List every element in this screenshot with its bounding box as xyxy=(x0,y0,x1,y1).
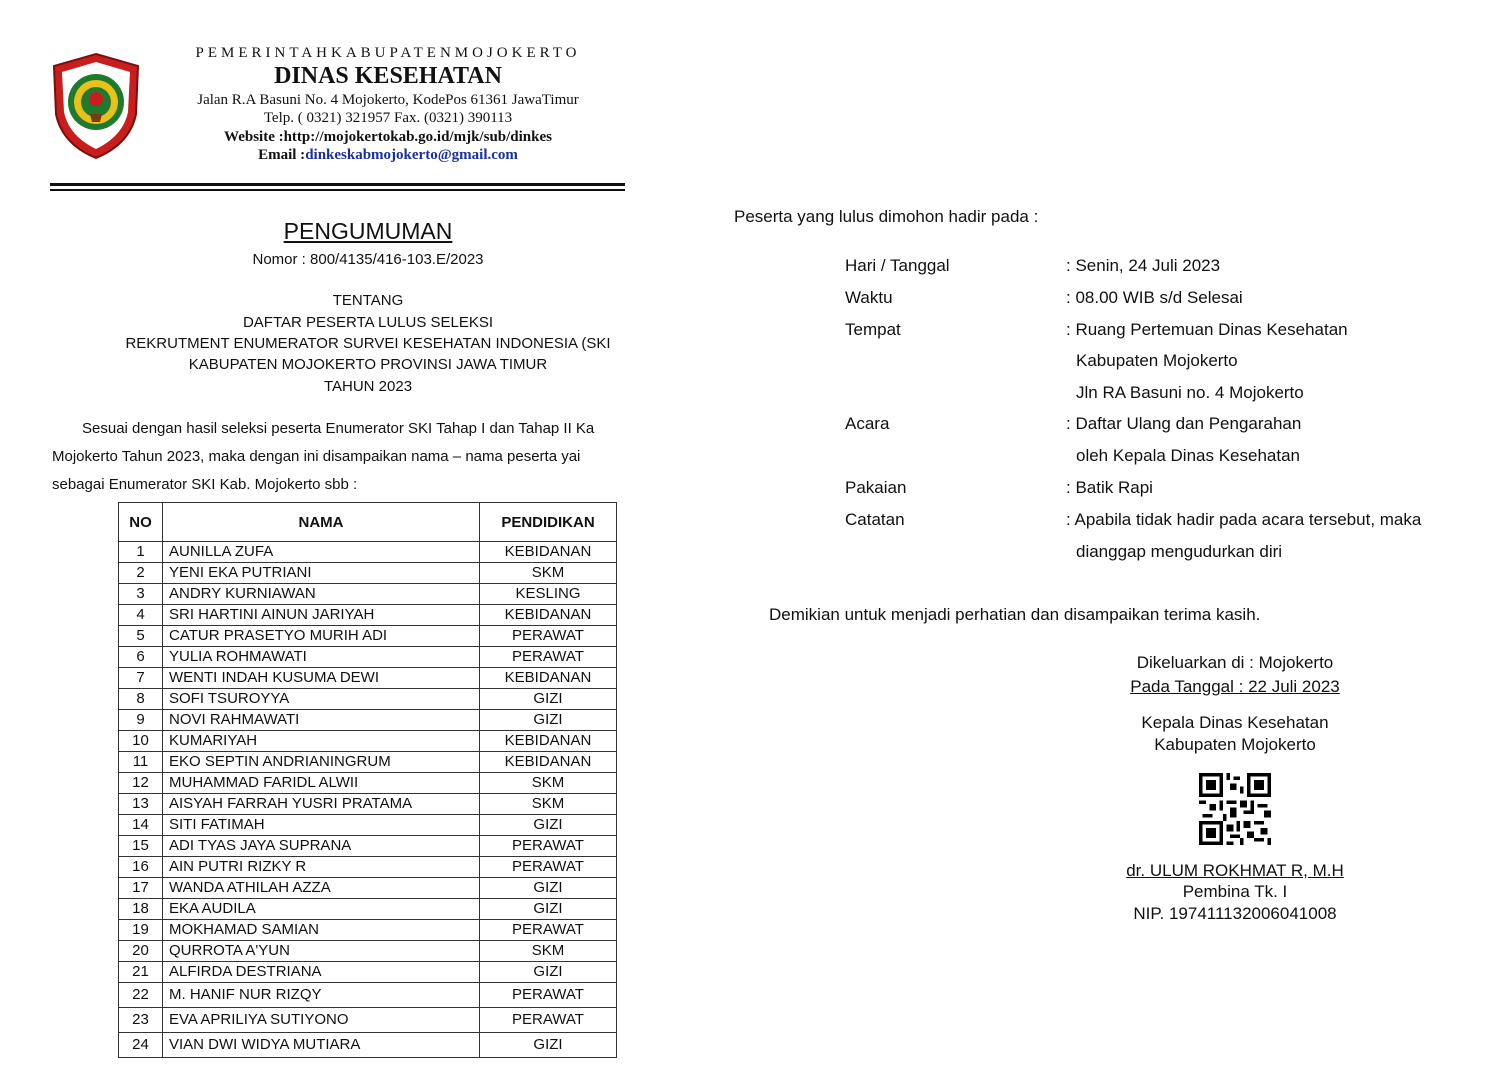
cell-no: 21 xyxy=(119,962,163,983)
table-row xyxy=(119,605,617,626)
cell-nama: SITI FATIMAH xyxy=(163,815,480,836)
waktu-label: Waktu xyxy=(845,288,893,307)
cell-nama: ANDRY KURNIAWAN xyxy=(163,584,480,605)
table-row xyxy=(119,584,617,605)
cell-nama: KUMARIYAH xyxy=(163,731,480,752)
signatory-name: dr. ULUM ROKHMAT R, M.H xyxy=(1126,861,1344,880)
catatan-label: Catatan xyxy=(845,510,905,529)
cell-nama: ADI TYAS JAYA SUPRANA xyxy=(163,836,480,857)
cell-pendidikan: SKM xyxy=(480,563,617,584)
cell-no: 14 xyxy=(119,815,163,836)
tempat-value-cont: Kabupaten Mojokerto xyxy=(1076,351,1238,370)
letterhead-phone: Telp. ( 0321) 321957 Fax. (0321) 390113 xyxy=(263,110,513,126)
cell-no: 11 xyxy=(119,752,163,773)
letterhead-email-line xyxy=(160,147,616,164)
header-pendidikan: PENDIDIKAN xyxy=(480,503,617,542)
cell-nama: MUHAMMAD FARIDL ALWII xyxy=(163,773,480,794)
cell-no: 24 xyxy=(119,1033,163,1058)
cell-pendidikan: PERAWAT xyxy=(480,920,617,941)
cell-no: 16 xyxy=(119,857,163,878)
hari-label: Hari / Tanggal xyxy=(845,256,950,275)
catatan-value: : Apabila tidak hadir pada acara tersebut, maka xyxy=(1066,510,1422,529)
cell-pendidikan: GIZI xyxy=(480,878,617,899)
header-nama: NAMA xyxy=(163,503,480,542)
cell-no: 12 xyxy=(119,773,163,794)
table-row xyxy=(119,962,617,983)
announcement-subject-line: DAFTAR PESERTA LULUS SELEKSI xyxy=(242,314,494,331)
cell-pendidikan: KEBIDANAN xyxy=(480,731,617,752)
cell-nama: AUNILLA ZUFA xyxy=(163,542,480,563)
cell-no: 6 xyxy=(119,647,163,668)
cell-no: 20 xyxy=(119,941,163,962)
schedule-intro: Peserta yang lulus dimohon hadir pada : xyxy=(734,207,1039,226)
table-row xyxy=(119,983,617,1008)
cell-pendidikan: KESLING xyxy=(480,584,617,605)
table-row xyxy=(119,668,617,689)
table-row xyxy=(119,689,617,710)
cell-nama: SRI HARTINI AINUN JARIYAH xyxy=(163,605,480,626)
signatory-nip: NIP. 197411132006041008 xyxy=(1133,904,1337,923)
intro-paragraph-line: sebagai Enumerator SKI Kab. Mojokerto sbb : xyxy=(52,476,358,493)
cell-no: 19 xyxy=(119,920,163,941)
cell-nama: AIN PUTRI RIZKY R xyxy=(163,857,480,878)
cell-nama: VIAN DWI WIDYA MUTIARA xyxy=(163,1033,480,1058)
table-row xyxy=(119,1033,617,1058)
table-row xyxy=(119,710,617,731)
cell-pendidikan: KEBIDANAN xyxy=(480,668,617,689)
cell-nama: NOVI RAHMAWATI xyxy=(163,710,480,731)
cell-nama: MOKHAMAD SAMIAN xyxy=(163,920,480,941)
table-row xyxy=(119,542,617,563)
cell-nama: ALFIRDA DESTRIANA xyxy=(163,962,480,983)
cell-no: 4 xyxy=(119,605,163,626)
hari-value: : Senin, 24 Juli 2023 xyxy=(1066,256,1221,275)
cell-pendidikan: GIZI xyxy=(480,1033,617,1058)
tempat-value: : Ruang Pertemuan Dinas Kesehatan xyxy=(1066,320,1348,339)
table-row xyxy=(119,941,617,962)
cell-pendidikan: SKM xyxy=(480,941,617,962)
cell-nama: AISYAH FARRAH YUSRI PRATAMA xyxy=(163,794,480,815)
email-link[interactable]: dinkeskabmojokerto@gmail.com xyxy=(305,147,518,163)
table-row xyxy=(119,899,617,920)
cell-pendidikan: KEBIDANAN xyxy=(480,605,617,626)
cell-nama: CATUR PRASETYO MURIH ADI xyxy=(163,626,480,647)
closing-statement: Demikian untuk menjadi perhatian dan disampaikan terima kasih. xyxy=(769,605,1261,624)
announcement-number: Nomor : 800/4135/416-103.E/2023 xyxy=(252,251,484,268)
table-row xyxy=(119,647,617,668)
announcement-subject-line: TAHUN 2023 xyxy=(323,378,413,395)
regency-emblem-logo xyxy=(50,52,142,160)
letterhead-rule-thick xyxy=(50,183,625,186)
announcement-subject-line: KABUPATEN MOJOKERTO PROVINSI JAWA TIMUR xyxy=(188,356,548,373)
cell-no: 10 xyxy=(119,731,163,752)
table-row xyxy=(119,731,617,752)
table-row xyxy=(119,815,617,836)
table-row xyxy=(119,794,617,815)
issued-date-line xyxy=(1060,677,1410,697)
table-header-row xyxy=(119,503,617,542)
acara-label: Acara xyxy=(845,414,890,433)
cell-no: 18 xyxy=(119,899,163,920)
cell-pendidikan: GIZI xyxy=(480,710,617,731)
header-no: NO xyxy=(119,503,163,542)
cell-pendidikan: GIZI xyxy=(480,815,617,836)
signatory-position: Kepala Dinas Kesehatan xyxy=(1141,713,1329,732)
cell-nama: SOFI TSUROYYA xyxy=(163,689,480,710)
cell-no: 17 xyxy=(119,878,163,899)
cell-nama: M. HANIF NUR RIZQY xyxy=(163,983,480,1008)
table-row xyxy=(119,878,617,899)
cell-no: 7 xyxy=(119,668,163,689)
cell-nama: EVA APRILIYA SUTIYONO xyxy=(163,1008,480,1033)
cell-nama: EKO SEPTIN ANDRIANINGRUM xyxy=(163,752,480,773)
participants-table xyxy=(118,502,617,1058)
table-row xyxy=(119,1008,617,1033)
cell-nama: QURROTA A'YUN xyxy=(163,941,480,962)
cell-no: 2 xyxy=(119,563,163,584)
pakaian-label: Pakaian xyxy=(845,478,907,497)
letterhead-rule-thin xyxy=(50,189,625,191)
waktu-value: : 08.00 WIB s/d Selesai xyxy=(1066,288,1243,307)
email-label: Email : xyxy=(258,147,306,163)
table-row xyxy=(119,857,617,878)
announcement-title: PENGUMUMAN xyxy=(283,218,453,244)
issued-place: Dikeluarkan di : Mojokerto xyxy=(1136,653,1334,672)
cell-pendidikan: PERAWAT xyxy=(480,857,617,878)
cell-no: 1 xyxy=(119,542,163,563)
cell-no: 9 xyxy=(119,710,163,731)
cell-pendidikan: PERAWAT xyxy=(480,836,617,857)
cell-pendidikan: PERAWAT xyxy=(480,983,617,1008)
issued-date: Pada Tanggal : 22 Juli 2023 xyxy=(1130,677,1340,696)
cell-pendidikan: SKM xyxy=(480,773,617,794)
cell-pendidikan: KEBIDANAN xyxy=(480,752,617,773)
cell-no: 23 xyxy=(119,1008,163,1033)
letterhead-address: Jalan R.A Basuni No. 4 Mojokerto, KodePos 61361 JawaTimur xyxy=(197,92,579,108)
acara-value-cont: oleh Kepala Dinas Kesehatan xyxy=(1076,446,1300,465)
table-row xyxy=(119,626,617,647)
cell-no: 5 xyxy=(119,626,163,647)
acara-value: : Daftar Ulang dan Pengarahan xyxy=(1066,414,1302,433)
table-row xyxy=(119,920,617,941)
left-page xyxy=(0,0,626,1080)
cell-nama: EKA AUDILA xyxy=(163,899,480,920)
cell-nama: WENTI INDAH KUSUMA DEWI xyxy=(163,668,480,689)
cell-pendidikan: PERAWAT xyxy=(480,647,617,668)
cell-pendidikan: GIZI xyxy=(480,689,617,710)
cell-pendidikan: GIZI xyxy=(480,899,617,920)
table-row xyxy=(119,836,617,857)
cell-nama: YULIA ROHMAWATI xyxy=(163,647,480,668)
cell-pendidikan: SKM xyxy=(480,794,617,815)
cell-no: 13 xyxy=(119,794,163,815)
cell-pendidikan: PERAWAT xyxy=(480,1008,617,1033)
cell-pendidikan: GIZI xyxy=(480,962,617,983)
signatory-position-cont: Kabupaten Mojokerto xyxy=(1154,735,1316,754)
cell-pendidikan: KEBIDANAN xyxy=(480,542,617,563)
tempat-value-cont: Jln RA Basuni no. 4 Mojokerto xyxy=(1076,383,1304,402)
cell-no: 15 xyxy=(119,836,163,857)
pakaian-value: : Batik Rapi xyxy=(1066,478,1153,497)
cell-no: 3 xyxy=(119,584,163,605)
signatory-rank: Pembina Tk. I xyxy=(1182,882,1288,901)
catatan-value-cont: dianggap mengudurkan diri xyxy=(1076,542,1283,561)
cell-no: 8 xyxy=(119,689,163,710)
cell-nama: YENI EKA PUTRIANI xyxy=(163,563,480,584)
announcement-tentang: TENTANG xyxy=(332,292,404,309)
intro-paragraph-line: Mojokerto Tahun 2023, maka dengan ini disampaikan nama – nama peserta yai xyxy=(52,448,581,465)
table-row xyxy=(119,563,617,584)
letterhead-website: Website :http://mojokertokab.go.id/mjk/sub/dinkes xyxy=(224,129,552,145)
table-row xyxy=(119,773,617,794)
table-row xyxy=(119,752,617,773)
announcement-subject-line: REKRUTMENT ENUMERATOR SURVEI KESEHATAN INDONESIA (SKI xyxy=(125,335,611,352)
cell-no: 22 xyxy=(119,983,163,1008)
qr-code-signature xyxy=(1199,773,1271,845)
cell-nama: WANDA ATHILAH AZZA xyxy=(163,878,480,899)
letterhead-government: PEMERINTAHKABUPATENMOJOKERTO xyxy=(195,45,581,61)
tempat-label: Tempat xyxy=(845,320,901,339)
cell-pendidikan: PERAWAT xyxy=(480,626,617,647)
intro-paragraph-line: Sesuai dengan hasil seleksi peserta Enumerator SKI Tahap I dan Tahap II Ka xyxy=(82,420,595,437)
letterhead-department: DINAS KESEHATAN xyxy=(274,63,502,89)
